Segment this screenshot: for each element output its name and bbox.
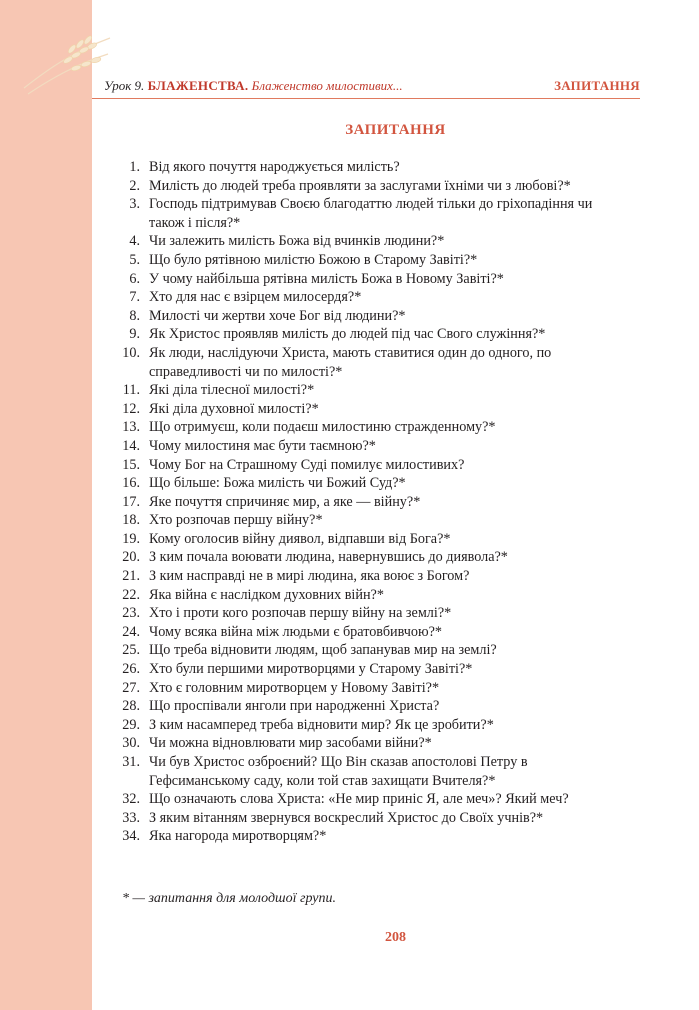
- question-number: 24.: [122, 623, 140, 640]
- question-text: Чи залежить милість Божа від вчинків людини?*: [149, 233, 445, 250]
- question-item: [108, 734, 628, 753]
- question-number: 19.: [122, 530, 140, 547]
- question-item: [108, 586, 628, 605]
- question-item: [108, 474, 628, 493]
- question-text: Яка нагорода миротворцям?*: [149, 828, 327, 845]
- question-item: [108, 325, 628, 344]
- running-header: [100, 76, 640, 96]
- question-number: 34.: [122, 828, 140, 845]
- question-number: 21.: [122, 568, 140, 585]
- question-text: Милості чи жертви хоче Бог від людини?*: [149, 307, 406, 324]
- footnote: * — запитання для молодшої групи.: [122, 891, 336, 906]
- question-text: Що отримуєш, коли подаєш милостиню стражденному?*: [149, 419, 496, 436]
- question-number: 10.: [122, 344, 140, 361]
- question-item: [108, 456, 628, 475]
- question-text: Що більше: Божа милість чи Божий Суд?*: [149, 475, 406, 492]
- question-number: 3.: [129, 196, 140, 213]
- side-band: [0, 0, 92, 1010]
- question-item: [108, 288, 628, 307]
- question-number: 20.: [122, 549, 140, 566]
- question-number: 30.: [122, 735, 140, 752]
- question-item: [108, 660, 628, 679]
- question-item: [108, 623, 628, 642]
- question-text: Чи можна відновлювати мир засобами війни?*: [149, 735, 432, 752]
- question-number: 29.: [122, 716, 140, 733]
- question-item: [108, 604, 628, 623]
- question-item: [108, 511, 628, 530]
- question-text: Яка війна є наслідком духовних війн?*: [149, 586, 384, 603]
- question-number: 2.: [129, 177, 140, 194]
- question-text: З ким насправді не в мирі людина, яка воює з Богом?: [149, 568, 470, 585]
- question-number: 28.: [122, 698, 140, 715]
- question-number: 27.: [122, 679, 140, 696]
- question-text: Як Христос проявляв милість до людей під час Свого служіння?*: [149, 326, 546, 343]
- question-number: 17.: [122, 493, 140, 510]
- question-number: 22.: [122, 586, 140, 603]
- header-lesson: Урок 9.: [104, 78, 145, 93]
- question-number: 32.: [122, 791, 140, 808]
- header-divider: [92, 98, 640, 99]
- question-number: 15.: [122, 456, 140, 473]
- question-text: Що треба відновити людям, щоб запанував мир на землі?: [149, 642, 497, 659]
- question-item: [108, 400, 628, 419]
- question-text: Милість до людей треба проявляти за заслугами їхніми чи з любові?*: [149, 177, 571, 194]
- question-text: Яке почуття спричиняє мир, а яке — війну?*: [149, 493, 421, 510]
- question-item: [108, 307, 628, 326]
- question-item: [108, 809, 628, 828]
- question-item: [108, 195, 628, 232]
- question-text: Чому Бог на Страшному Суді помилує милостивих?: [149, 456, 465, 473]
- question-number: 23.: [122, 605, 140, 622]
- header-right-label: ЗАПИТАННЯ: [554, 78, 640, 93]
- question-text: Хто розпочав першу війну?*: [149, 512, 323, 529]
- question-item: [108, 177, 628, 196]
- question-item: [108, 437, 628, 456]
- question-text: Як люди, наслідуючи Христа, мають ставитися один до одного, по справедливості чи по милості?*: [149, 344, 552, 380]
- question-item: [108, 232, 628, 251]
- question-item: [108, 158, 628, 177]
- question-number: 26.: [122, 661, 140, 678]
- question-text: Хто для нас є взірцем милосердя?*: [149, 289, 362, 306]
- question-number: 8.: [129, 307, 140, 324]
- question-item: [108, 270, 628, 289]
- question-number: 1.: [129, 159, 140, 175]
- header-topic: Блаженство милостивих...: [251, 78, 403, 93]
- question-item: [108, 697, 628, 716]
- question-text: Хто і проти кого розпочав першу війну на землі?*: [149, 605, 452, 622]
- question-number: 16.: [122, 475, 140, 492]
- question-item: [108, 418, 628, 437]
- question-text: Що було рятівною милістю Божою в Старому Завіті?*: [149, 251, 478, 268]
- question-text: Що означають слова Христа: «Не мир приніс Я, але меч»? Який меч?: [149, 791, 569, 808]
- question-item: [108, 344, 628, 381]
- header-breadcrumb: [104, 78, 403, 94]
- question-item: [108, 753, 628, 790]
- question-item: [108, 716, 628, 735]
- question-number: 7.: [129, 289, 140, 306]
- question-text: Чому всяка війна між людьми є братовбивчою?*: [149, 623, 443, 640]
- question-number: 6.: [129, 270, 140, 287]
- question-text: Які діла тілесної милості?*: [149, 382, 315, 399]
- question-text: Чому милостиня має бути таємною?*: [149, 437, 376, 454]
- question-item: [108, 493, 628, 512]
- question-text: Від якого почуття народжується милість?: [149, 159, 400, 175]
- question-item: [108, 827, 628, 846]
- page-title: ЗАПИТАННЯ: [345, 122, 446, 138]
- question-text: Які діла духовної милості?*: [149, 400, 319, 417]
- question-item: [108, 251, 628, 270]
- question-text: З яким вітанням звернувся воскреслий Христос до Своїх учнів?*: [149, 809, 544, 826]
- question-text: У чому найбільша рятівна милість Божа в Новому Завіті?*: [149, 270, 504, 287]
- question-text: Господь підтримував Своєю благодаттю людей тільки до гріхопадіння чи також і після?*: [149, 196, 593, 231]
- question-item: [108, 567, 628, 586]
- question-text: Хто були першими миротворцями у Старому Завіті?*: [149, 661, 473, 678]
- question-text: З ким почала воювати людина, навернувшись до диявола?*: [149, 549, 508, 566]
- page-number: 208: [385, 930, 406, 945]
- question-text: Що проспівали янголи при народженні Христа?: [149, 698, 440, 715]
- question-number: 31.: [122, 754, 140, 770]
- question-number: 18.: [122, 512, 140, 529]
- question-number: 11.: [122, 382, 140, 399]
- question-item: [108, 641, 628, 660]
- question-item: [108, 530, 628, 549]
- question-list: [108, 158, 628, 846]
- question-item: [108, 548, 628, 567]
- question-item: [108, 679, 628, 698]
- question-text: Чи був Христос озброєний? Що Він сказав апостолові Петру в Гефсиманському саду, коли той став захищати Вчителя?*: [149, 754, 528, 789]
- wheat-ornament-icon: [22, 30, 112, 100]
- question-item: [108, 381, 628, 400]
- question-number: 9.: [129, 326, 140, 343]
- question-number: 4.: [129, 233, 140, 250]
- question-number: 25.: [122, 642, 140, 659]
- question-item: [108, 790, 628, 809]
- header-section: БЛАЖЕНСТВА.: [147, 78, 249, 93]
- question-text: Хто є головним миротворцем у Новому Завіті?*: [149, 679, 440, 696]
- question-text: Кому оголосив війну диявол, відпавши від Бога?*: [149, 530, 451, 547]
- question-text: З ким насамперед треба відновити мир? Як це зробити?*: [149, 716, 494, 733]
- question-number: 5.: [129, 251, 140, 268]
- question-number: 14.: [122, 437, 140, 454]
- question-number: 12.: [122, 400, 140, 417]
- question-number: 33.: [122, 809, 140, 826]
- question-number: 13.: [122, 419, 140, 436]
